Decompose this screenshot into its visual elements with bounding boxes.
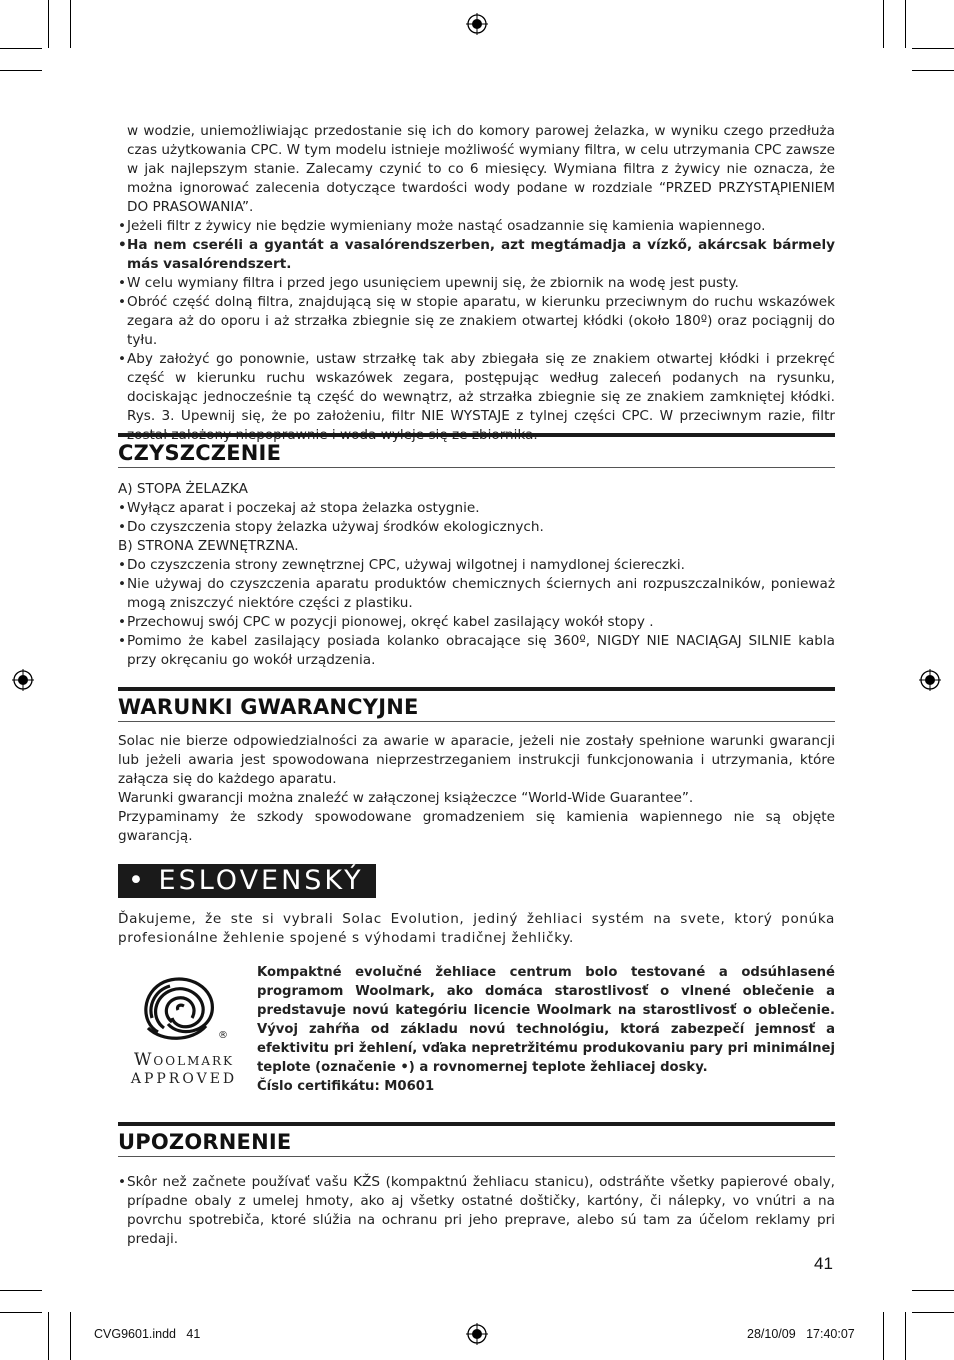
list-item: • Ha nem cseréli a gyantát a vasalórendszerben, azt megtámadja a vízkő, akárcsak bármely más vasalórendszert. — [118, 236, 835, 274]
crop-mark — [905, 1312, 906, 1360]
list-item: • Wyłącz aparat i poczekaj aż stopa żelazka ostygnie. — [118, 499, 835, 518]
crop-mark — [912, 1290, 954, 1291]
language-intro: Ďakujeme, že ste si vybrali Solac Evolution, jediný žehliaci systém na svete, ktorý ponúka profesionálne žehlenie spojené s výhodami tradičnej žehličky. — [118, 911, 835, 946]
intro-continuation: w wodzie, uniemożliwiając przedostanie się ich do komory parowej żelazka, w wyniku czego przedłuża czas użytkowania CPC. W tym modelu istnieje możliwość wymiany filtra, w celu utrzymania CPC zawsze w jak najlepszym stanie. Zalecamy czynić to co 6 miesięcy. Wymiana filtra z żywicy nie oznacza, że można ignorować zalecenia dotyczące twardości wody podane w rozdziale “PRZED PRZYSTĄPIENIEM DO PRASOWANIA”. — [127, 123, 835, 215]
crop-mark — [0, 48, 42, 49]
section-heading: CZYSZCZENIE — [118, 433, 835, 468]
registration-mark-icon — [919, 669, 941, 691]
registration-mark-icon — [12, 669, 34, 691]
crop-mark — [0, 1312, 42, 1313]
list-item: • Obróć część dolną filtra, znajdującą się w stopie aparatu, w kierunku przeciwnym do ruchu wskazówek zegara aż do oporu i aż strzałka zbiegnie się ze znakiem otwartej kłódki (około 180º) oraz pociągnij do tyłu. — [118, 293, 835, 350]
crop-mark — [905, 0, 906, 48]
list-item: • Skôr než začnete používať vašu KŽS (kompaktnú žehliacu stanicu), odstráňte všetky papierové obaly, prípadne obaly z umelej hmoty, ako aj všetky ostatné doštičky, kartóny, či nálepky, vo vnútri a na povrchu spotrebiča, ktoré slúžia na ochranu pri jeho preprave, alebo sú tam za účelom reklamy pri predaji. — [118, 1173, 835, 1249]
paragraph: Solac nie bierze odpowiedzialności za awarie w aparacie, jeżeli nie zostały spełnione warunki gwarancji lub jeżeli awaria jest spowodowana nieprzestrzeganiem instrukcji funkcjonowania i utrzymania, które załącza się do każdego aparatu. — [118, 733, 835, 787]
footer-filename: CVG9601.indd 41 — [94, 1327, 201, 1341]
crop-mark — [912, 1312, 954, 1313]
list-item: • Do czyszczenia strony zewnętrznej CPC, używaj wilgotnej i namydlonej ściereczki. — [118, 556, 835, 575]
paragraph: Przypaminamy że szkody spowodowane gromadzeniem się kamienia wapiennego nie są objęte gwarancją. — [118, 809, 835, 844]
crop-mark — [883, 1312, 884, 1360]
woolmark-logo — [118, 970, 244, 1100]
crop-mark — [70, 0, 71, 48]
crop-mark — [883, 0, 884, 48]
crop-mark — [48, 0, 49, 48]
woolmark-name: Woolmark — [133, 1050, 235, 1070]
section-heading: UPOZORNENIE — [118, 1122, 835, 1157]
czyszczenie-section — [118, 433, 835, 670]
crop-mark — [912, 70, 954, 71]
page-number: 41 — [814, 1254, 833, 1273]
crop-mark — [70, 1312, 71, 1360]
crop-mark — [0, 70, 42, 71]
subheading: B) STRONA ZEWNĘTRZNA. — [118, 538, 299, 554]
registration-mark-icon — [466, 13, 488, 35]
certificate-number: Číslo certifikátu: M0601 — [257, 1079, 435, 1094]
crop-mark — [0, 1290, 42, 1291]
list-item: • W celu wymiany filtra i przed jego usunięciem upewnij się, że zbiornik na wodę jest pusty. — [118, 274, 835, 293]
woolmark-registered: ® — [218, 1030, 228, 1041]
list-item: • Do czyszczenia stopy żelazka używaj środków ekologicznych. — [118, 518, 835, 537]
woolmark-approved: APPROVED — [130, 1071, 238, 1087]
paragraph: Warunki gwarancji można znaleźć w załączonej książeczce “World-Wide Guarantee”. — [118, 790, 694, 806]
list-item: • Przechowuj swój CPC w pozycji pionowej, okręć kabel zasilający wokół stopy . — [118, 613, 835, 632]
list-item: • Jeżeli filtr z żywicy nie będzie wymieniany może nastąć osadzannie się kamienia wapiennego. — [118, 217, 835, 236]
woolmark-text-block — [257, 963, 835, 1096]
intro-section — [118, 122, 835, 445]
section-heading: WARUNKI GWARANCYJNE — [118, 687, 835, 722]
warunki-section — [118, 687, 835, 846]
crop-mark — [48, 1312, 49, 1360]
footer-date: 28/10/09 17:40:07 — [747, 1327, 855, 1341]
list-item: • Pomimo że kabel zasilający posiada kolanko obracające się 360º, NIGDY NIE NACIĄGAJ SILNIE kabla przy okręcaniu go wokół urządzenia. — [118, 632, 835, 670]
language-banner: • ESLOVENSKÝ — [118, 864, 376, 898]
list-item: • Nie używaj do czyszczenia aparatu produktów chemicznych ściernych ani rozpuszczalników, ponieważ mogą zniszczyć niektóre części z plastiku. — [118, 575, 835, 613]
upozornenie-section — [118, 1122, 835, 1249]
crop-mark — [912, 48, 954, 49]
subheading: A) STOPA ŻELAZKA — [118, 481, 248, 497]
list-item: • Aby założyć go ponownie, ustaw strzałkę tak aby zbiegała się ze znakiem otwartej kłódki i przekręć część w kierunku ruchu wskazówek zegara, postępując według zaleceń podanych na rysunku, dociskając jednocześnie tą część do wewnątrz, aż strzałka zbiegnie się ze znakiem zamkniętej kłódki. Rys. 3. Upewnij się, że po założeniu, filtr NIE WYSTAJE z tylnej części CPC. W przeciwnym razie, filtr został założony niepoprawnie i woda wyleje się ze zbiornika. — [118, 350, 835, 445]
woolmark-text: Kompaktné evolučné žehliace centrum bolo testované a odsúhlasené programom Woolmark, ako domáca starostlivosť o vlnené oblečenie a predstavuje novú kategóriu licencie Woolmark na starostlivosť o oblečenie. Vývoj zahŕňa od základu novú technológiu, ktorá zabezpečí jemnosť a efektivitu pri žehlení, vďaka nepretržitému produkovaniu pary pri minimálnej teplote (označenie •) a rovnomernej teplote žehliacej dosky. — [257, 965, 835, 1075]
language-section — [118, 864, 835, 948]
registration-mark-icon — [466, 1323, 488, 1345]
